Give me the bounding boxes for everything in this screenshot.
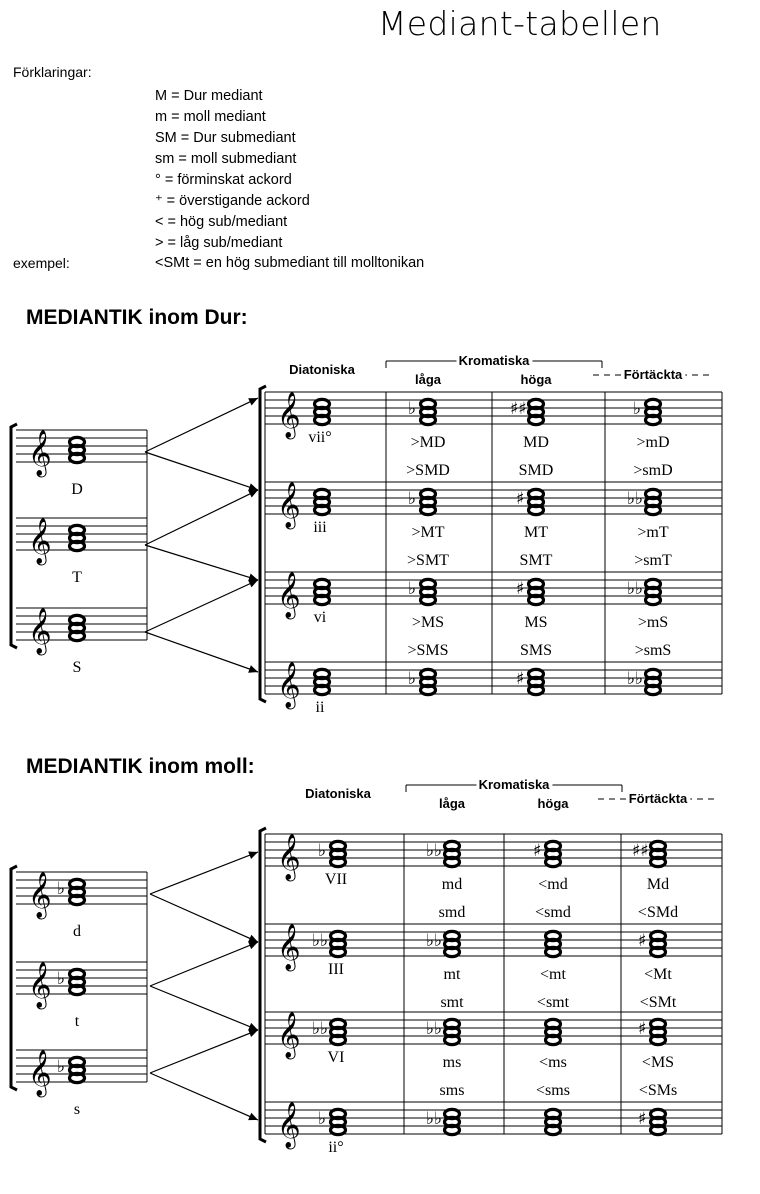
- function-label: S: [72, 659, 82, 676]
- arrow-line: [145, 545, 258, 580]
- treble-clef-icon: 𝄞: [277, 1012, 301, 1058]
- system-bracket: [11, 424, 17, 648]
- column-header-diatonic: Diatoniska: [289, 362, 355, 377]
- note-head: [445, 947, 460, 956]
- whole-note-chord-icon: [627, 669, 661, 695]
- whole-note-chord-icon: [408, 399, 436, 425]
- mediant-label: ˂ms: [539, 1054, 567, 1071]
- whole-note-chord-icon: [312, 1019, 346, 1045]
- note-head: [546, 857, 561, 866]
- mediant-label: md: [441, 876, 463, 893]
- sharp-icon: ♯: [638, 931, 647, 951]
- whole-note-chord-icon: [315, 489, 330, 514]
- note-head: [315, 505, 330, 514]
- note-head: [421, 595, 436, 604]
- mediant-label: MT: [524, 524, 548, 541]
- flat-icon: ♭♭: [627, 669, 644, 689]
- submediant-label: ˂smd: [535, 904, 571, 921]
- sharp-icon: ♯: [516, 579, 525, 599]
- note-head: [529, 415, 544, 424]
- column-header-chromatic: Kromatiska: [458, 353, 530, 368]
- treble-clef-icon: 𝄞: [28, 518, 52, 564]
- arrow-line: [150, 942, 258, 986]
- whole-note-chord-icon: [516, 579, 544, 605]
- note-head: [646, 595, 661, 604]
- note-head: [445, 1125, 460, 1134]
- mediant-label: ˃mT: [637, 524, 669, 541]
- note-head: [651, 857, 666, 866]
- note-head: [70, 631, 85, 640]
- function-label: D: [71, 481, 83, 498]
- submediant-label: ˃smT: [634, 552, 672, 569]
- moll-section-heading: MEDIANTIK inom moll:: [26, 755, 255, 778]
- flat-icon: ♭♭: [426, 1019, 443, 1039]
- submediant-label: ˂SMt: [639, 994, 677, 1011]
- note-head: [70, 1073, 85, 1082]
- submediant-label: sms: [439, 1082, 465, 1099]
- whole-note-chord-icon: [70, 437, 85, 462]
- note-head: [70, 985, 85, 994]
- sharp-icon: ♯: [516, 669, 525, 689]
- arrow-head: [248, 665, 258, 673]
- flat-icon: ♭: [57, 879, 66, 899]
- submediant-label: ˂SMs: [638, 1082, 678, 1099]
- flat-icon: ♭: [408, 489, 417, 509]
- column-header-chromatic: Kromatiska: [478, 777, 550, 792]
- column-header-disguised: Förtäckta: [623, 367, 683, 382]
- whole-note-chord-icon: [318, 841, 346, 867]
- note-head: [546, 1125, 561, 1134]
- column-header-high: höga: [520, 372, 552, 387]
- flat-icon: ♭: [318, 841, 327, 861]
- flat-icon: ♭♭: [312, 1019, 329, 1039]
- whole-note-chord-icon: [426, 1019, 460, 1045]
- whole-note-chord-icon: [516, 669, 544, 695]
- flat-icon: ♭♭: [426, 841, 443, 861]
- treble-clef-icon: 𝄞: [28, 872, 52, 918]
- page-title: Mediant-tabellen: [378, 4, 662, 43]
- function-label: T: [72, 569, 82, 586]
- note-head: [331, 1125, 346, 1134]
- arrow-line: [145, 632, 258, 672]
- whole-note-chord-icon: [638, 931, 666, 957]
- whole-note-chord-icon: [533, 841, 561, 867]
- whole-note-chord-icon: [546, 1019, 561, 1044]
- legend-item: sm = moll submediant: [155, 151, 297, 167]
- note-head: [646, 415, 661, 424]
- submediant-label: SMT: [519, 552, 553, 569]
- mediant-label: ˃mS: [637, 614, 669, 631]
- flat-icon: ♭: [57, 1057, 66, 1077]
- legend-item: ˂ = hög sub/mediant: [155, 214, 288, 230]
- whole-note-chord-icon: [408, 489, 436, 515]
- column-header-high: höga: [537, 796, 569, 811]
- note-head: [529, 685, 544, 694]
- whole-note-chord-icon: [546, 1109, 561, 1134]
- flat-icon: ♭♭: [627, 489, 644, 509]
- diatonic-label: iii: [313, 519, 327, 536]
- whole-note-chord-icon: [57, 879, 85, 905]
- sharp-icon: ♯: [638, 1019, 647, 1039]
- whole-note-chord-icon: [516, 489, 544, 515]
- note-head: [315, 595, 330, 604]
- legend-item: SM = Dur submediant: [155, 130, 296, 146]
- diatonic-label: VI: [327, 1049, 345, 1066]
- mediant-label: ˃MD: [410, 434, 446, 451]
- flat-icon: ♭: [633, 399, 642, 419]
- whole-note-chord-icon: [315, 399, 330, 424]
- whole-note-chord-icon: [315, 579, 330, 604]
- flat-icon: ♭: [408, 669, 417, 689]
- whole-note-chord-icon: [408, 579, 436, 605]
- column-header-diatonic: Diatoniska: [305, 786, 371, 801]
- whole-note-chord-icon: [627, 489, 661, 515]
- mediant-label: ˃MT: [411, 524, 445, 541]
- diatonic-label: vi: [313, 609, 327, 626]
- arrow-head: [248, 852, 258, 859]
- note-head: [651, 1035, 666, 1044]
- whole-note-chord-icon: [57, 1057, 85, 1083]
- treble-clef-icon: 𝄞: [277, 834, 301, 880]
- arrow-line: [145, 452, 258, 490]
- note-head: [445, 1035, 460, 1044]
- mediant-label: ˃MS: [411, 614, 445, 631]
- mediant-label: mt: [443, 966, 461, 983]
- note-head: [529, 595, 544, 604]
- submediant-label: ˂sms: [536, 1082, 570, 1099]
- note-head: [421, 685, 436, 694]
- note-head: [331, 947, 346, 956]
- example-text: ˂SMt = en hög submediant till molltonikan: [155, 255, 425, 271]
- diatonic-label: ii°: [328, 1139, 344, 1156]
- diatonic-label: ii: [315, 699, 325, 716]
- note-head: [646, 685, 661, 694]
- mediant-label: MS: [524, 614, 548, 631]
- note-head: [70, 541, 85, 550]
- legend-item: m = moll mediant: [155, 109, 266, 125]
- treble-clef-icon: 𝄞: [277, 392, 301, 438]
- submediant-label: SMS: [519, 642, 553, 659]
- submediant-label: smd: [438, 904, 466, 921]
- whole-note-chord-icon: [70, 525, 85, 550]
- whole-note-chord-icon: [408, 669, 436, 695]
- submediant-label: ˃SMS: [407, 642, 449, 659]
- function-label: t: [74, 1013, 80, 1030]
- note-head: [70, 453, 85, 462]
- note-head: [651, 1125, 666, 1134]
- arrow-line: [150, 1030, 258, 1073]
- dur-section-heading: MEDIANTIK inom Dur:: [26, 306, 248, 329]
- flat-icon: ♭♭: [426, 1109, 443, 1129]
- submediant-label: smt: [440, 994, 464, 1011]
- submediant-label: ˂smt: [536, 994, 570, 1011]
- whole-note-chord-icon: [546, 931, 561, 956]
- submediant-label: ˂SMd: [637, 904, 679, 921]
- submediant-label: ˃SMD: [406, 462, 450, 479]
- function-label: s: [73, 1101, 81, 1118]
- column-header-low: låga: [414, 372, 442, 387]
- mediant-label: ˂md: [538, 876, 568, 893]
- whole-note-chord-icon: [627, 579, 661, 605]
- note-head: [331, 857, 346, 866]
- legend-heading: Förklaringar:: [13, 64, 92, 80]
- treble-clef-icon: 𝄞: [28, 962, 52, 1008]
- mediant-label: MD: [523, 434, 549, 451]
- mediant-label: Md: [646, 876, 670, 893]
- mediant-label: ˂mt: [540, 966, 566, 983]
- mediant-label: ˂Mt: [644, 966, 672, 983]
- flat-icon: ♭: [408, 579, 417, 599]
- legend-item: M = Dur mediant: [155, 88, 263, 104]
- arrow-line: [150, 852, 258, 894]
- sharp-icon: ♯: [638, 1109, 647, 1129]
- column-header-disguised: Förtäckta: [628, 791, 688, 806]
- note-head: [529, 505, 544, 514]
- treble-clef-icon: 𝄞: [28, 430, 52, 476]
- note-head: [646, 505, 661, 514]
- arrow-line: [150, 1073, 258, 1120]
- diatonic-label: III: [328, 961, 344, 978]
- note-head: [315, 685, 330, 694]
- whole-note-chord-icon: [315, 669, 330, 694]
- legend-item: ⁺ = överstigande ackord: [155, 193, 310, 209]
- whole-note-chord-icon: [70, 615, 85, 640]
- note-head: [546, 947, 561, 956]
- note-head: [421, 505, 436, 514]
- example-label: exempel:: [13, 255, 70, 271]
- arrow-head: [248, 483, 258, 491]
- whole-note-chord-icon: [632, 841, 666, 867]
- sharp-icon: ♯: [533, 841, 542, 861]
- submediant-label: SMD: [518, 462, 554, 479]
- whole-note-chord-icon: [57, 969, 85, 995]
- submediant-label: ˃smS: [634, 642, 672, 659]
- note-head: [70, 895, 85, 904]
- arrow-line: [145, 490, 258, 545]
- mediant-label: ˃mD: [636, 434, 670, 451]
- whole-note-chord-icon: [312, 931, 346, 957]
- arrow-head: [248, 574, 258, 582]
- treble-clef-icon: 𝄞: [277, 572, 301, 618]
- flat-icon: ♭♭: [426, 931, 443, 951]
- flat-icon: ♭♭: [627, 579, 644, 599]
- legend-item: ˃ = låg sub/mediant: [155, 235, 283, 251]
- treble-clef-icon: 𝄞: [277, 1102, 301, 1148]
- flat-icon: ♭: [57, 969, 66, 989]
- arrow-line: [150, 894, 258, 942]
- treble-clef-icon: 𝄞: [277, 482, 301, 528]
- treble-clef-icon: 𝄞: [28, 608, 52, 654]
- whole-note-chord-icon: [633, 399, 661, 425]
- function-label: d: [73, 923, 81, 940]
- treble-clef-icon: 𝄞: [28, 1050, 52, 1096]
- whole-note-chord-icon: [638, 1019, 666, 1045]
- column-header-low: låga: [438, 796, 466, 811]
- arrow-line: [145, 398, 258, 452]
- diatonic-label: vii°: [308, 429, 332, 446]
- treble-clef-icon: 𝄞: [277, 662, 301, 708]
- sharp-icon: ♯♯: [632, 841, 649, 861]
- mediant-label: ˂MS: [641, 1054, 675, 1071]
- flat-icon: ♭: [408, 399, 417, 419]
- flat-icon: ♭: [318, 1109, 327, 1129]
- whole-note-chord-icon: [318, 1109, 346, 1135]
- sharp-icon: ♯♯: [510, 399, 527, 419]
- mediant-label: ms: [442, 1054, 462, 1071]
- flat-icon: ♭♭: [312, 931, 329, 951]
- note-head: [445, 857, 460, 866]
- whole-note-chord-icon: [426, 1109, 460, 1135]
- treble-clef-icon: 𝄞: [277, 924, 301, 970]
- submediant-label: ˃smD: [633, 462, 673, 479]
- whole-note-chord-icon: [510, 399, 544, 425]
- sharp-icon: ♯: [516, 489, 525, 509]
- note-head: [651, 947, 666, 956]
- whole-note-chord-icon: [426, 841, 460, 867]
- note-head: [546, 1035, 561, 1044]
- diatonic-label: VII: [324, 871, 348, 888]
- note-head: [331, 1035, 346, 1044]
- whole-note-chord-icon: [426, 931, 460, 957]
- note-head: [421, 415, 436, 424]
- arrow-line: [150, 986, 258, 1030]
- legend-item: ° = förminskat ackord: [155, 172, 292, 188]
- whole-note-chord-icon: [638, 1109, 666, 1135]
- arrow-line: [145, 580, 258, 632]
- submediant-label: ˃SMT: [407, 552, 449, 569]
- note-head: [315, 415, 330, 424]
